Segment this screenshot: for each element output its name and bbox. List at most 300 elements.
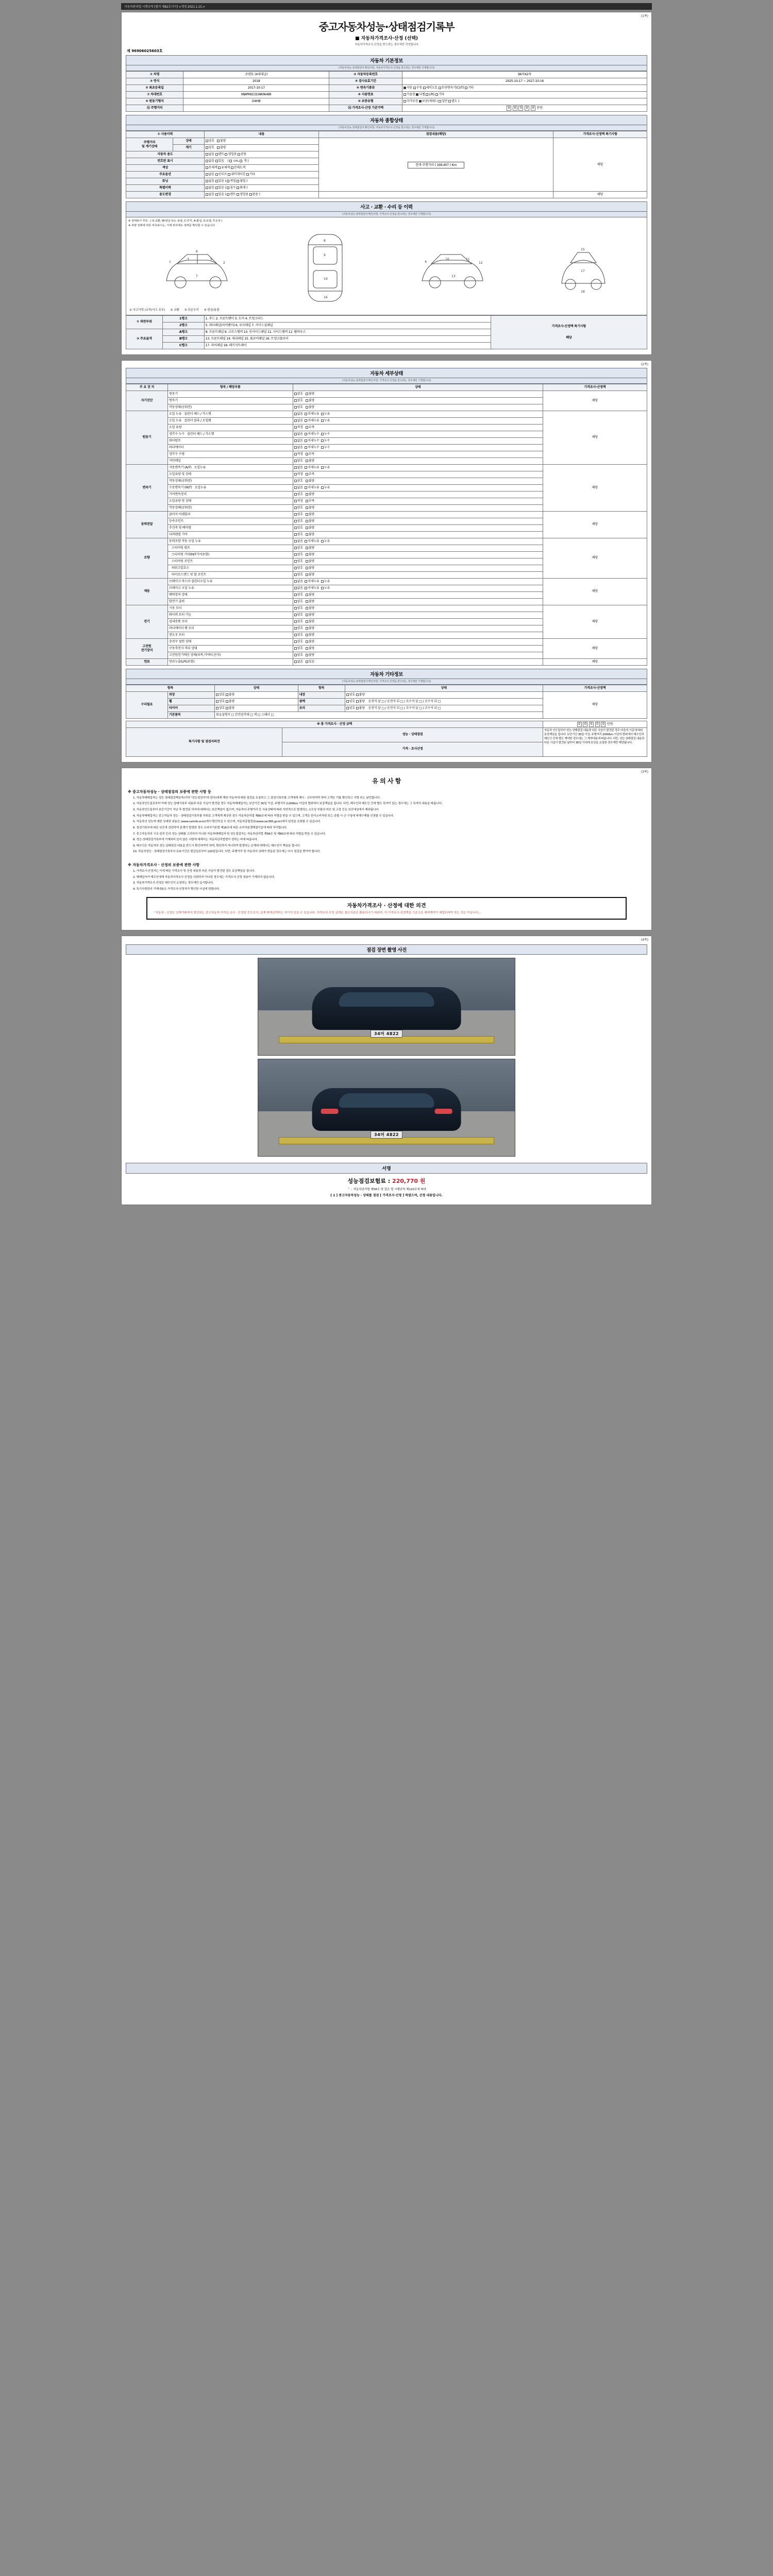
label-first-reg: ⑤ 최초등록일 [126, 85, 183, 92]
table-row [126, 85, 647, 92]
checkbox-none[interactable] [294, 419, 297, 422]
checkbox-seep[interactable] [321, 433, 324, 435]
checkbox-plate-yes[interactable] [215, 160, 218, 162]
page-1 [121, 12, 652, 355]
checkbox-ok[interactable] [294, 533, 297, 536]
checkbox-none[interactable] [294, 433, 297, 435]
checkbox-insufficient[interactable] [306, 500, 308, 502]
state-exterior[interactable]: 양호 불량 [214, 691, 298, 698]
checkbox-gasoline[interactable] [404, 93, 406, 96]
svg-text:15: 15 [581, 247, 585, 251]
item-name: 시동 모터 [167, 605, 293, 612]
checkbox-micro-seep[interactable] [305, 439, 307, 442]
checkbox-color-full[interactable] [231, 166, 233, 169]
checkbox-meter-ok[interactable] [206, 146, 208, 149]
checkbox-tune-legal[interactable] [227, 180, 229, 182]
checkbox-use-biz[interactable] [225, 153, 227, 156]
item-state[interactable]: 없음 미세누유 누유 [293, 411, 543, 417]
state-tire[interactable]: 양호 불량 [214, 705, 298, 711]
table-row [126, 511, 647, 518]
checkbox-insufficient[interactable] [306, 473, 308, 476]
state-wheel[interactable]: 양호 불량 [214, 698, 298, 705]
checkbox-micro-leak[interactable] [305, 580, 307, 583]
checkbox-color-mono[interactable] [206, 166, 208, 169]
checkbox-warranty-excl[interactable] [419, 100, 422, 103]
checkbox-bad[interactable] [306, 607, 308, 609]
checkbox-bad[interactable] [306, 513, 308, 516]
checkbox-ok[interactable] [294, 399, 297, 402]
checkbox-none[interactable] [294, 580, 297, 583]
checkbox-bad[interactable] [306, 647, 308, 650]
inspection-photo-front [258, 958, 515, 1056]
footer-note-2: [ 1 ] 중고자동차성능 · 상태를 점검 [ 가격조사·산정 ] 하였으며, 산정 내용입니다. [330, 1193, 443, 1197]
wheel-position-label: 운전석 앞 □ / 운전석 뒤 □ / 조수석 앞 □ / 조수석 뒤 □ [368, 699, 441, 703]
usechange-price: 해당 [553, 192, 647, 198]
item-state[interactable]: 적정 부족 [293, 471, 543, 478]
item-state[interactable]: 양호 불량 [293, 531, 543, 538]
item-state[interactable]: 없음 미세누유 누유 [293, 484, 543, 491]
state-interior[interactable]: 양호 불량 [345, 691, 543, 698]
checkbox-ok[interactable] [216, 700, 219, 703]
item-state[interactable]: 양호 불량 [293, 457, 543, 464]
checkbox-plate-b[interactable] [240, 160, 242, 162]
checkbox-micro-seep[interactable] [305, 433, 307, 435]
meter-state[interactable]: 양호 불량 [204, 145, 318, 151]
checkbox-uc-biz[interactable] [237, 193, 239, 196]
checkbox-ok[interactable] [216, 707, 219, 709]
checkbox-bad[interactable] [306, 399, 308, 402]
checkbox-ok[interactable] [216, 693, 219, 696]
checkbox-ok[interactable] [294, 560, 297, 563]
svg-text:1: 1 [169, 260, 171, 264]
checkbox-ok[interactable] [294, 506, 297, 509]
notice-paragraph: 8. 성능·상태점검기록부에 기재되어 있지 않은 사항에 대해서는 자동차관리법령이 정하는 바에 따릅니다. [133, 838, 258, 842]
checkbox-bad[interactable] [306, 506, 308, 509]
accident-band: 사고 · 교환 · 수리 등 이력 [126, 201, 647, 212]
checkbox-warranty-general[interactable] [439, 100, 441, 103]
parts-rank-table [126, 315, 647, 349]
item-state[interactable]: 적정 부족 [293, 498, 543, 504]
checkbox-bad[interactable] [226, 700, 228, 703]
checkbox-bad[interactable] [356, 693, 359, 696]
guarantee-title: 자동차가격조사 · 산정에 대한 의견 [347, 903, 426, 909]
checkbox-leak[interactable] [321, 466, 324, 469]
checkbox-bad[interactable] [306, 654, 308, 656]
item-state[interactable]: 양호 불량 [293, 638, 543, 645]
checkbox-bad[interactable] [306, 634, 308, 636]
item-state[interactable]: 양호 불량 [293, 565, 543, 571]
checkbox-special-yes[interactable] [215, 187, 218, 189]
checkbox-color-chroma[interactable] [218, 166, 221, 169]
item-state[interactable]: 없음 미세누유 누유 [293, 538, 543, 545]
checkbox-micro-leak[interactable] [305, 466, 307, 469]
checkbox-ok[interactable] [294, 614, 297, 616]
special-state[interactable]: 없음 있음 ( 침수 화재 ) [204, 185, 318, 192]
checkbox-opt-none[interactable] [206, 173, 208, 176]
item-state[interactable]: 양호 불량 [293, 618, 543, 625]
item-name: 오일유량 및 상태 [167, 498, 293, 504]
notice-paragraph: 1. 가격조사·산정자는 이에 따른 가격조사 및 산정 내용과 다른 사실이 발견된 경우 보상책임을 집니다. [133, 870, 255, 873]
item-state[interactable]: 양호 불량 [293, 652, 543, 658]
item-name: 변속기 [167, 397, 293, 404]
checkbox-ok[interactable] [346, 693, 349, 696]
checkbox-self-warranty[interactable] [404, 100, 406, 103]
item-state[interactable]: 양호 불량 [293, 478, 543, 484]
checkbox-mileage-ok[interactable] [206, 140, 208, 142]
item-name: 구동축전지 격리 상태 [167, 645, 293, 652]
checkbox-ok[interactable] [294, 406, 297, 409]
checkbox-fuel-other[interactable] [435, 93, 438, 96]
page-number-4: (4쪽) [641, 938, 648, 942]
checkbox-opt-sunroof[interactable] [215, 173, 218, 176]
checkbox-bad[interactable] [306, 640, 308, 643]
header-content: 내용 [204, 131, 318, 138]
item-state[interactable]: 적정 부족 [293, 424, 543, 431]
rankC-label: C랭크 [162, 342, 204, 349]
header-item-part: 항목 / 해당부품 [167, 384, 293, 391]
checkbox-use-rent[interactable] [215, 153, 218, 156]
checkbox-bad[interactable] [306, 573, 308, 576]
item-state[interactable]: 양호 불량 [293, 612, 543, 618]
item-state[interactable]: 없음 미세누유 누유 [293, 578, 543, 585]
checkbox-bad[interactable] [306, 393, 308, 395]
item-state[interactable]: 없음 미세누유 누유 [293, 417, 543, 424]
checkbox-bad[interactable] [306, 620, 308, 623]
checkbox-insufficient[interactable] [306, 426, 308, 429]
checkbox-micro-seep[interactable] [305, 446, 307, 449]
overall-band: 자동차 종합상태 [126, 115, 647, 125]
item-name: 등속조인트 [167, 518, 293, 524]
checkbox-leak[interactable] [321, 419, 324, 422]
item-state[interactable]: 양호 불량 [293, 558, 543, 565]
item-state[interactable]: 양호 불량 [293, 491, 543, 498]
item-state[interactable]: 양호 불량 [293, 591, 543, 598]
table-row [126, 92, 647, 98]
checkbox-opt-navi[interactable] [228, 173, 230, 176]
checkbox-ok[interactable] [294, 527, 297, 529]
accident-diagram [126, 217, 647, 315]
other-band: 자동차 기타정보 [126, 669, 647, 679]
page-4 [121, 936, 652, 1205]
value-first-reg: 2017-10-17 [183, 85, 329, 92]
row-label-special: 특별이력 [126, 185, 205, 192]
rankA-label: A랭크 [162, 329, 204, 335]
checkbox-yes[interactable] [306, 660, 308, 663]
item-name: 작동상태(공회전) [167, 504, 293, 511]
checkbox-bad[interactable] [306, 600, 308, 603]
checkbox-ok[interactable] [294, 647, 297, 650]
usechange-state[interactable]: 없음 있음 ( 렌트 영업용 관용 ) [204, 192, 318, 198]
price-powertrain: 해당 [543, 511, 647, 538]
checkbox-trans-other[interactable] [465, 87, 467, 89]
checkbox-ok[interactable] [346, 707, 349, 709]
checkbox-ok[interactable] [294, 460, 297, 462]
checkbox-none[interactable] [294, 660, 297, 663]
car-side-right-diagram [414, 232, 492, 304]
checkbox-mileage-bad[interactable] [217, 140, 220, 142]
checkbox-fire[interactable] [237, 187, 239, 189]
checkbox-opt-other[interactable] [246, 173, 249, 176]
item-interior: 내장 [298, 691, 345, 698]
checkbox-ok[interactable] [294, 547, 297, 549]
notice-paragraph: 10. 자동차성능 · 상태점검기록부의 유효기간은 발급일로부터 120일입니다. 다만, 주행거리 및 자동차의 상태가 변동된 경우에는 다시 점검을 받아야 합니다. [133, 850, 321, 854]
item-state[interactable]: 양호 불량 [293, 504, 543, 511]
checkbox-bad[interactable] [306, 560, 308, 563]
checkbox-micro-leak[interactable] [305, 413, 307, 415]
checkbox-lpg[interactable] [426, 93, 428, 96]
value-transmission[interactable]: 자동 수동 세미오토 무단변속기(CVT) 기타 [402, 85, 647, 92]
checkbox-bad[interactable] [306, 533, 308, 536]
item-state[interactable]: 양호 불량 [293, 598, 543, 605]
checkbox-ok[interactable] [294, 620, 297, 623]
option-state[interactable]: 없음 선루프 내비게이션 기타 [204, 172, 318, 178]
state-glass[interactable]: 양호 불량 운전석 앞 □ / 운전석 뒤 □ / 조수석 앞 □ / 조수석 뒤 □ [345, 705, 543, 711]
item-name: 와이퍼 모터 기능 [167, 612, 293, 618]
checkbox-adequate[interactable] [294, 500, 297, 502]
checkbox-ok[interactable] [294, 600, 297, 603]
item-state[interactable]: 양호 불량 [293, 518, 543, 524]
item-state[interactable]: 양호 불량 [293, 391, 543, 397]
checkbox-leak[interactable] [321, 540, 324, 543]
item-state[interactable]: 없음 미세누유 누유 [293, 585, 543, 591]
checkbox-tune-illegal[interactable] [237, 180, 239, 182]
checkbox-uc-yes[interactable] [215, 193, 218, 196]
checkbox-plate-none[interactable] [206, 160, 208, 162]
mileage-state[interactable]: 양호 불량 [204, 138, 318, 145]
group-self-diagnosis: 자기진단 [126, 391, 168, 411]
checkbox-bad[interactable] [306, 406, 308, 409]
photo-car-body [312, 987, 461, 1030]
value-engine-type: D4HB [183, 98, 329, 105]
item-name: 수동변속기 (M/T) 오일누유 [167, 484, 293, 491]
checkbox-ok[interactable] [294, 513, 297, 516]
item-state[interactable]: 양호 불량 [293, 551, 543, 558]
checkbox-use-none[interactable] [206, 153, 208, 156]
svg-text:5: 5 [210, 257, 212, 261]
table-row [126, 315, 647, 322]
tuning-state[interactable]: 없음 있음 ( 적법 불법 ) [204, 178, 318, 185]
value-warranty[interactable]: 자가보증 보증(제외) ( 일반 별도 ) [402, 98, 647, 105]
checkbox-ok[interactable] [294, 553, 297, 556]
detail-band: 자동차 세부상태 [126, 368, 647, 378]
taillight-right [434, 1109, 452, 1114]
price-engine: 해당 [543, 411, 647, 464]
checkbox-adequate[interactable] [294, 473, 297, 476]
checkbox-tune-none[interactable] [206, 180, 208, 182]
price-fuel: 해당 [543, 658, 647, 665]
legend-item: ② 교환 [170, 308, 179, 312]
checkbox-bad[interactable] [356, 700, 359, 703]
svg-text:3: 3 [187, 257, 189, 261]
value-fuel[interactable]: 가솔린 디젤 LPG 기타 [402, 92, 647, 98]
checkbox-micro-leak[interactable] [305, 486, 307, 489]
checkbox-ok[interactable] [294, 594, 297, 596]
item-state[interactable]: 없음 미세누수 누수 [293, 437, 543, 444]
checkbox-leak[interactable] [321, 587, 324, 589]
item-state[interactable]: 없음 있음 [293, 658, 543, 665]
state-polish[interactable]: 양호 불량 운전석 앞 □ / 운전석 뒤 □ / 조수석 앞 □ / 조수석 뒤 □ [345, 698, 543, 705]
parts-frame-label: ② 주요골격 [126, 329, 163, 349]
basic-info-table [126, 71, 647, 112]
svg-text:7: 7 [196, 274, 198, 278]
page-3 [121, 768, 652, 930]
item-name: 오일 누유 실린더 블록 / 오일팬 [167, 417, 293, 424]
item-state[interactable]: 양호 불량 [293, 545, 543, 551]
checkbox-bad[interactable] [356, 707, 359, 709]
checkbox-micro-leak[interactable] [305, 419, 307, 422]
checkbox-bad[interactable] [306, 493, 308, 496]
item-state[interactable]: 양호 불량 [293, 605, 543, 612]
notice-paragraph: 3. 자동차인도일부터 보증기간이 지난 후 발견된 하자에 대해서는 보증책임이 없으며, 자동차의 주행거리 등 사용상태에 따라 자연적으로 발생하는 소모성 부품의 마모 및 고장 등은 보증대상에서 제외됩니다. [133, 808, 379, 811]
checkbox-adequate[interactable] [294, 426, 297, 429]
checkbox-cvt[interactable] [439, 87, 441, 89]
header-other-item: 항목 [126, 685, 215, 691]
item-state[interactable]: 없음 미세누수 누수 [293, 431, 543, 437]
checkbox-none[interactable] [294, 413, 297, 415]
checkbox-bad[interactable] [306, 480, 308, 482]
checkbox-special-none[interactable] [206, 187, 208, 189]
checkbox-bad[interactable] [306, 520, 308, 522]
checkbox-ok[interactable] [294, 393, 297, 395]
checkbox-seep[interactable] [321, 439, 324, 442]
checkbox-leak[interactable] [321, 413, 324, 415]
rank2-label: 2랭크 [162, 322, 204, 329]
group-hv-electric: 고전원 전기장치 [126, 638, 168, 658]
svg-text:9: 9 [324, 253, 326, 257]
checkbox-ok[interactable] [294, 627, 297, 630]
svg-text:2: 2 [223, 261, 225, 265]
checkbox-ok[interactable] [294, 493, 297, 496]
item-name: 연료누출(LPG포함) [167, 658, 293, 665]
item-name: 자동변속기 (A/T) 오일누유 [167, 464, 293, 471]
checkbox-manual[interactable] [413, 87, 416, 89]
checkbox-bad[interactable] [306, 547, 308, 549]
item-state[interactable]: 적정 부족 [293, 451, 543, 457]
checkbox-auto[interactable] [404, 87, 406, 89]
item-state[interactable]: 양호 불량 [293, 571, 543, 578]
checkbox-none[interactable] [294, 540, 297, 543]
group-engine: 원동기 [126, 411, 168, 464]
checkbox-semiauto[interactable] [423, 87, 426, 89]
page-title: 중고자동차성능·상태점검기록부 [318, 21, 455, 33]
label-inspect-valid: ④ 검사유효기간 [329, 78, 402, 85]
checkbox-uc-rent[interactable] [227, 193, 229, 196]
item-name: 충전구 절연 상태 [167, 638, 293, 645]
checkbox-none[interactable] [294, 466, 297, 469]
svg-text:8: 8 [324, 239, 326, 243]
checkbox-bad[interactable] [226, 707, 228, 709]
price-self-diagnosis: 해당 [543, 391, 647, 411]
item-state[interactable]: 양호 불량 [293, 524, 543, 531]
usage-state[interactable]: 없음 렌트 영업용 관용 [204, 151, 318, 158]
item-state[interactable]: 양호 불량 [293, 645, 543, 652]
checkbox-micro-leak[interactable] [305, 540, 307, 543]
checkbox-bad[interactable] [226, 693, 228, 696]
checkbox-flood[interactable] [227, 187, 229, 189]
checkbox-ok[interactable] [294, 607, 297, 609]
label-transmission: ⑥ 변속기종류 [329, 85, 402, 92]
checkbox-diesel[interactable] [416, 93, 418, 96]
checkbox-bad[interactable] [306, 627, 308, 630]
checkbox-use-gov[interactable] [238, 153, 240, 156]
checkbox-ok[interactable] [346, 700, 349, 703]
mileage-text: 현재 주행거리 ( 169,407 ) Km [415, 163, 457, 167]
item-state[interactable]: 양호 불량 [293, 632, 543, 638]
svg-text:13: 13 [451, 274, 456, 278]
item-state[interactable]: 양호 불량 [293, 397, 543, 404]
checkbox-leak[interactable] [321, 486, 324, 489]
checkbox-micro-leak[interactable] [305, 587, 307, 589]
checkbox-ok[interactable] [294, 520, 297, 522]
checkbox-ok[interactable] [294, 634, 297, 636]
checkbox-bad[interactable] [306, 594, 308, 596]
checkbox-uc-gov[interactable] [249, 193, 252, 196]
notice-paragraph: 2. 자동차인도일로부터 아래 성능·상태기록부 내용과 다른 사실이 발견된 경우 자동차매매업자는 보증기간 30일 이상, 주행거리 2,000km 이상의 범위에서 보상책임을 집니다. 다만, 매수인과 매도인 간에 별도 특약이 있는 경우에는 그 특약의 내용을 따릅니다. [133, 802, 443, 806]
document-id: 제 96906025603호 [127, 49, 163, 53]
car-front-diagram [552, 232, 614, 304]
plate-state[interactable]: 없음 있음 ( cm, 개 ) [204, 158, 318, 165]
checkbox-meter-bad[interactable] [217, 146, 220, 149]
checkbox-bad[interactable] [306, 614, 308, 616]
item-name: 발전기 출력 [167, 598, 293, 605]
checkbox-ok[interactable] [294, 654, 297, 656]
state-basic-equipment[interactable] [214, 711, 543, 718]
checkbox-bad[interactable] [306, 567, 308, 569]
value-base-price [402, 105, 647, 112]
checkbox-bad[interactable] [306, 527, 308, 529]
table-row [126, 727, 647, 742]
checkbox-uc-none[interactable] [206, 193, 208, 196]
checkbox-bad[interactable] [306, 553, 308, 556]
checkbox-none[interactable] [294, 587, 297, 589]
diagram-note-2: ※ 차량 상태에 따른 부호표시는, 기재 위치에도 상태를 확인할 수 있습니다 [128, 224, 215, 228]
digit-box: 0 [577, 722, 582, 727]
checkbox-leak[interactable] [321, 580, 324, 583]
checkbox-insufficient[interactable] [306, 453, 308, 455]
item-name: 파워고압호스 [167, 565, 293, 571]
checkbox-warranty-separate[interactable] [448, 100, 451, 103]
item-state[interactable]: 양호 불량 [293, 511, 543, 518]
checkbox-ok[interactable] [294, 480, 297, 482]
checkbox-seep[interactable] [321, 446, 324, 449]
item-state[interactable]: 없음 미세누유 누유 [293, 464, 543, 471]
checkbox-none[interactable] [294, 446, 297, 449]
row-label-usechange: 용도변경 [126, 192, 205, 198]
checkbox-ok[interactable] [294, 567, 297, 569]
checkbox-none[interactable] [294, 439, 297, 442]
color-state[interactable]: 무채색 유채색 전체도색 [204, 165, 318, 172]
item-name: 고전원전기배선 상태(피복,커넥터,단자) [167, 652, 293, 658]
checkbox-tune-yes[interactable] [215, 180, 218, 182]
checkbox-ok[interactable] [294, 640, 297, 643]
table-row [126, 538, 647, 545]
item-name: 실내송풍 모터 [167, 618, 293, 625]
remarks-body: 자동차 인도일부터 성능·상태점검 내용과 다른 사실이 발견된 경우 다음의 기준에 따라 보상책임을 집니다. 보증기간 30일 이상, 주행거리 2000km 이상의 범위에서 매수인과 매도인 간에 별도 계약한 경우에는 그 계약내용에 따릅니다. 다만, 성능·상태점검 내용과 다른 사실이 발견된 날부터 30일 이내에 보상을 요청한 경우에만 해당됩니다. [543, 727, 647, 756]
checkbox-none[interactable] [294, 486, 297, 489]
checkbox-ok[interactable] [294, 573, 297, 576]
notice-paragraph: 6. 점검기록부에 따른 보증과 관련하여 분쟁이 발생한 경우 소비자기본법 제16조에 따른 소비자분쟁해결기준에 따라 처리합니다. [133, 826, 288, 829]
checkbox-plate-a[interactable] [229, 160, 232, 162]
item-state[interactable]: 없음 미세누수 누수 [293, 444, 543, 451]
digit-box: 0 [513, 106, 517, 111]
item-state[interactable]: 양호 불량 [293, 625, 543, 632]
sub-label-mileage: 상태 [173, 138, 204, 145]
checkbox-adequate[interactable] [294, 453, 297, 455]
item-state[interactable]: 양호 불량 [293, 404, 543, 411]
notice-heading-2: ※ 자동차가격조사 · 산정의 보증에 관한 사항 [128, 863, 200, 868]
header-state: 상태 [293, 384, 543, 391]
checkbox-bad[interactable] [306, 460, 308, 462]
